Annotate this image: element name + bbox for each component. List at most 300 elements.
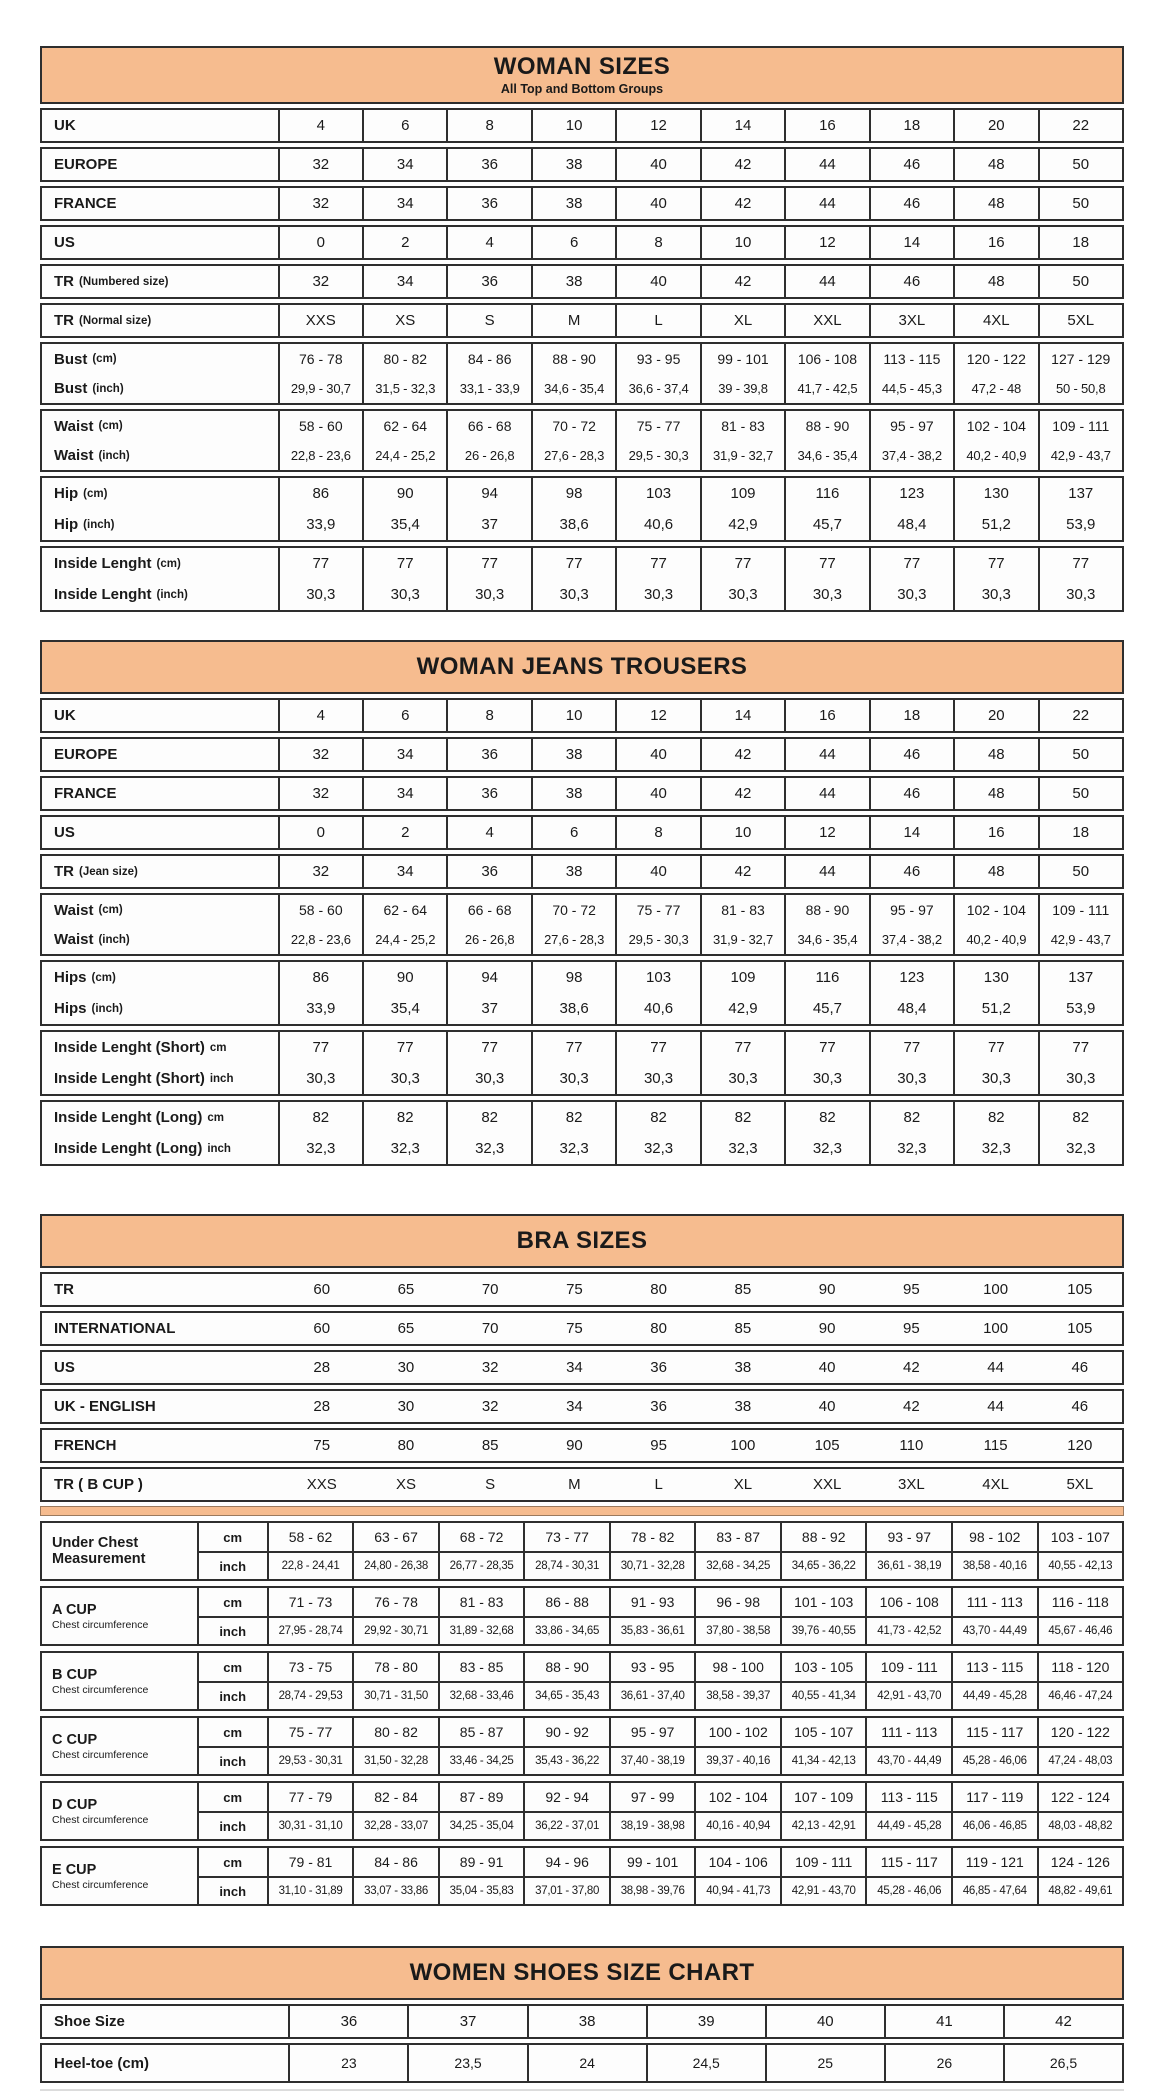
size-cell: 32 bbox=[280, 739, 364, 770]
row-label-text: Heel-toe (cm) bbox=[54, 2054, 150, 2072]
size-cell: 120 bbox=[1067, 1437, 1093, 1454]
size-cell: 50 bbox=[1072, 273, 1090, 290]
size-cell: 40 bbox=[767, 2006, 886, 2037]
size-cell: 44,5 - 45,3 bbox=[871, 374, 955, 403]
table-row bbox=[42, 2045, 1122, 2081]
size-cell: 115 bbox=[983, 1437, 1008, 1454]
size-cell: 51,2 bbox=[955, 509, 1039, 540]
table-block bbox=[40, 1428, 1124, 1463]
row-label bbox=[42, 2045, 290, 2081]
size-cell: 36,22 - 37,01 bbox=[525, 1813, 611, 1839]
table-row bbox=[199, 1616, 1122, 1644]
table-row bbox=[199, 1718, 1122, 1746]
size-cell: 0 bbox=[280, 817, 364, 848]
size-cell: 22,8 - 24,41 bbox=[269, 1553, 355, 1579]
row-label-text: Inside Lenght (Short) bbox=[54, 1039, 205, 1056]
size-cell: 46 bbox=[1071, 1359, 1089, 1376]
size-cell: 62 - 64 bbox=[364, 411, 448, 441]
size-cell: 32,3 bbox=[617, 1133, 701, 1164]
size-cell: 32,3 bbox=[448, 1133, 532, 1164]
table-block bbox=[40, 1272, 1124, 1307]
row-label-text: FRANCE bbox=[54, 195, 117, 212]
table-row bbox=[42, 344, 1122, 374]
size-cell: 42,91 - 43,70 bbox=[782, 1878, 868, 1904]
size-cell: 82 bbox=[617, 1102, 701, 1133]
size-cell: 58 - 60 bbox=[280, 895, 364, 925]
size-cell: 86 bbox=[280, 962, 364, 993]
size-cell: 65 bbox=[397, 1320, 415, 1337]
size-cell: 37,4 - 38,2 bbox=[871, 925, 955, 954]
size-cell: 32 bbox=[280, 188, 364, 219]
size-cell: 26 - 26,8 bbox=[448, 441, 532, 470]
table-block bbox=[40, 698, 1124, 733]
table-header bbox=[40, 1946, 1124, 2000]
row-label bbox=[42, 478, 280, 509]
size-cell: L bbox=[654, 1476, 663, 1493]
size-cell: 36 bbox=[448, 149, 532, 180]
size-cell: 77 bbox=[617, 548, 701, 579]
size-cell: 0 bbox=[280, 227, 364, 258]
table-row bbox=[199, 1681, 1122, 1709]
row-label-note: (inch) bbox=[91, 1002, 123, 1015]
size-cell: 36,6 - 37,4 bbox=[617, 374, 701, 403]
size-cell: 60 bbox=[313, 1320, 331, 1337]
size-cell: 58 - 60 bbox=[280, 411, 364, 441]
size-cell: 30,3 bbox=[702, 1063, 786, 1094]
size-cell: 30,3 bbox=[533, 1063, 617, 1094]
size-cell: 65 bbox=[397, 1281, 415, 1298]
table-block bbox=[40, 893, 1124, 956]
size-cell: 30,3 bbox=[871, 1063, 955, 1094]
row-label-note: cm bbox=[207, 1111, 224, 1124]
size-cell: S bbox=[448, 305, 532, 336]
table-row bbox=[42, 188, 1122, 219]
size-cell: XXS bbox=[306, 1476, 337, 1493]
size-cell: 32,3 bbox=[280, 1133, 364, 1164]
size-cell: 95 - 97 bbox=[871, 895, 955, 925]
size-cell: 38 bbox=[533, 149, 617, 180]
size-cell: 53,9 bbox=[1066, 516, 1096, 533]
size-cell: 119 - 121 bbox=[953, 1848, 1039, 1876]
size-cell: 85 bbox=[734, 1320, 752, 1337]
size-cell: 90 bbox=[818, 1320, 836, 1337]
row-label bbox=[42, 509, 280, 540]
size-cell: 82 bbox=[871, 1102, 955, 1133]
size-cell: 35,4 bbox=[364, 509, 448, 540]
size-cell: 24,5 bbox=[648, 2045, 767, 2081]
size-cell: 87 - 89 bbox=[440, 1783, 526, 1811]
size-cell: 14 bbox=[871, 227, 955, 258]
size-cell: 34 bbox=[364, 778, 448, 809]
size-cell: 12 bbox=[617, 700, 701, 731]
row-label bbox=[42, 374, 280, 403]
table-block bbox=[40, 815, 1124, 850]
table-row bbox=[42, 1274, 1122, 1305]
size-cell: 51,2 bbox=[955, 993, 1039, 1024]
size-cell: 47,24 - 48,03 bbox=[1048, 1755, 1113, 1767]
size-cell: 48,4 bbox=[871, 993, 955, 1024]
size-cell: 50 bbox=[1072, 863, 1090, 880]
row-label-note: (cm) bbox=[156, 557, 181, 570]
size-cell: 22 bbox=[1072, 707, 1090, 724]
size-cell: 38 bbox=[734, 1359, 752, 1376]
table-row bbox=[42, 1032, 1122, 1063]
bra-sizes-table bbox=[40, 1214, 1124, 1906]
size-cell: 32,28 - 33,07 bbox=[354, 1813, 440, 1839]
women-shoes-table bbox=[40, 1946, 1124, 2083]
size-cell: 38 bbox=[533, 856, 617, 887]
row-label-text: Inside Lenght (Long) bbox=[54, 1140, 203, 1157]
size-cell: 38,6 bbox=[533, 509, 617, 540]
size-cell: 118 - 120 bbox=[1051, 1659, 1110, 1675]
size-cell: 115 - 117 bbox=[953, 1718, 1039, 1746]
cup-rows bbox=[199, 1848, 1122, 1904]
table-row bbox=[199, 1876, 1122, 1904]
size-cell: 77 bbox=[702, 548, 786, 579]
unit-label: inch bbox=[199, 1878, 269, 1904]
size-cell: 73 - 75 bbox=[269, 1653, 355, 1681]
size-cell: 85 bbox=[734, 1281, 752, 1298]
unit-label: cm bbox=[199, 1783, 269, 1811]
size-cell: 78 - 82 bbox=[611, 1523, 697, 1551]
size-cell: 124 - 126 bbox=[1050, 1854, 1110, 1870]
size-cell: 40 bbox=[617, 266, 701, 297]
table-row bbox=[42, 925, 1122, 954]
unit-label: cm bbox=[199, 1848, 269, 1876]
size-cell: 42 bbox=[702, 188, 786, 219]
size-cell: 99 - 101 bbox=[611, 1848, 697, 1876]
size-cell: 75 bbox=[566, 1281, 583, 1298]
table-row bbox=[42, 579, 1122, 610]
size-cell: 28 bbox=[313, 1398, 331, 1415]
size-cell: 75 - 77 bbox=[617, 895, 701, 925]
table-title: BRA SIZES bbox=[516, 1227, 648, 1254]
size-cell: 127 - 129 bbox=[1051, 351, 1111, 367]
size-cell: 75 - 77 bbox=[617, 411, 701, 441]
size-cell: 24,80 - 26,38 bbox=[354, 1553, 440, 1579]
cup-block bbox=[40, 1716, 1124, 1776]
table-row bbox=[42, 509, 1122, 540]
size-cell: 30,3 bbox=[1066, 586, 1096, 603]
row-label bbox=[42, 548, 280, 579]
row-label bbox=[42, 188, 280, 219]
size-cell: 77 bbox=[617, 1032, 701, 1063]
size-cell: 16 bbox=[786, 700, 870, 731]
size-cell: 30,3 bbox=[871, 579, 955, 610]
size-cell: 77 bbox=[280, 548, 364, 579]
unit-label: inch bbox=[199, 1683, 269, 1709]
size-cell: 32 bbox=[481, 1359, 499, 1376]
size-cell: 31,9 - 32,7 bbox=[702, 925, 786, 954]
size-cell: 33,86 - 34,65 bbox=[525, 1618, 611, 1644]
size-cell: 46 bbox=[871, 856, 955, 887]
size-cell: 78 - 80 bbox=[354, 1653, 440, 1681]
size-cell: 34,25 - 35,04 bbox=[440, 1813, 526, 1839]
size-cell: 37,40 - 38,19 bbox=[611, 1748, 697, 1774]
size-cell: 42,9 - 43,7 bbox=[1050, 448, 1111, 463]
table-block bbox=[40, 854, 1124, 889]
size-cell: 30,3 bbox=[955, 1063, 1039, 1094]
size-cell: 50 - 50,8 bbox=[1055, 381, 1106, 396]
cup-rows bbox=[199, 1653, 1122, 1709]
table-block bbox=[40, 303, 1124, 338]
table-row bbox=[42, 110, 1122, 141]
row-label-note: (cm) bbox=[92, 353, 117, 365]
size-cell: 104 - 106 bbox=[696, 1848, 782, 1876]
row-label-text: Hips bbox=[54, 1000, 87, 1017]
size-cell: 82 bbox=[364, 1102, 448, 1133]
size-cell: 80 - 82 bbox=[364, 344, 448, 374]
table-row bbox=[42, 411, 1122, 441]
table-row bbox=[42, 856, 1122, 887]
table-header bbox=[40, 46, 1124, 104]
table-row bbox=[42, 548, 1122, 579]
table-row bbox=[42, 1430, 1122, 1461]
row-label-text: Bust bbox=[54, 380, 88, 397]
size-cell: 40,2 - 40,9 bbox=[955, 925, 1039, 954]
size-cell: 111 - 113 bbox=[867, 1718, 953, 1746]
size-cell: 88 - 90 bbox=[786, 411, 870, 441]
size-cell: 39 bbox=[648, 2006, 767, 2037]
size-cell: 109 bbox=[702, 962, 786, 993]
size-cell: 103 - 105 bbox=[782, 1653, 868, 1681]
table-row bbox=[42, 778, 1122, 809]
size-cell: 130 bbox=[955, 962, 1039, 993]
size-cell: 102 - 104 bbox=[955, 895, 1039, 925]
size-cell: 5XL bbox=[1066, 1476, 1094, 1493]
row-label bbox=[42, 739, 280, 770]
size-cell: 40,16 - 40,94 bbox=[696, 1813, 782, 1839]
size-cell: 18 bbox=[1072, 824, 1090, 841]
size-cell: 77 bbox=[955, 1032, 1039, 1063]
row-label-text: TR bbox=[54, 863, 74, 880]
table-header bbox=[40, 1214, 1124, 1268]
table-row bbox=[199, 1783, 1122, 1811]
size-cell: 30,71 - 32,28 bbox=[611, 1553, 697, 1579]
size-cell: 37,4 - 38,2 bbox=[871, 441, 955, 470]
size-cell: 105 bbox=[1067, 1320, 1093, 1337]
cup-label bbox=[42, 1783, 199, 1839]
table-block bbox=[40, 264, 1124, 299]
table-block bbox=[40, 225, 1124, 260]
size-cell: 8 bbox=[617, 817, 701, 848]
table-row bbox=[42, 441, 1122, 470]
size-cell: 32,3 bbox=[702, 1133, 786, 1164]
size-cell: 77 bbox=[1072, 1039, 1090, 1056]
size-cell: 42 bbox=[702, 778, 786, 809]
size-cell: 44,49 - 45,28 bbox=[953, 1683, 1039, 1709]
cup-label-text: C CUP bbox=[52, 1731, 98, 1748]
size-cell: 48,03 - 48,82 bbox=[1048, 1820, 1113, 1832]
row-label bbox=[42, 149, 280, 180]
cup-label bbox=[42, 1848, 199, 1904]
table-row bbox=[42, 227, 1122, 258]
cup-block bbox=[40, 1781, 1124, 1841]
size-cell: 50 bbox=[1072, 156, 1090, 173]
size-cell: 123 bbox=[871, 962, 955, 993]
size-cell: 26,77 - 28,35 bbox=[440, 1553, 526, 1579]
size-cell: 137 bbox=[1068, 969, 1094, 986]
row-label-text: UK - ENGLISH bbox=[54, 1398, 156, 1415]
table-row bbox=[42, 1102, 1122, 1133]
size-cell: 43,70 - 44,49 bbox=[867, 1748, 953, 1774]
size-cell: 27,6 - 28,3 bbox=[533, 441, 617, 470]
size-cell: 82 - 84 bbox=[354, 1783, 440, 1811]
size-cell: 29,53 - 30,31 bbox=[269, 1748, 355, 1774]
size-cell: 77 bbox=[786, 1032, 870, 1063]
size-cell: 48 bbox=[955, 188, 1039, 219]
size-cell: 103 - 107 bbox=[1050, 1529, 1110, 1545]
table-block bbox=[40, 1030, 1124, 1096]
woman-sizes-table bbox=[40, 46, 1124, 612]
size-cell: 76 - 78 bbox=[354, 1588, 440, 1616]
size-cell: 30,3 bbox=[702, 579, 786, 610]
size-cell: 68 - 72 bbox=[440, 1523, 526, 1551]
size-cell: 95 - 97 bbox=[871, 411, 955, 441]
size-cell: 38,6 bbox=[533, 993, 617, 1024]
size-cell: 130 bbox=[955, 478, 1039, 509]
cup-label bbox=[42, 1588, 199, 1644]
row-label bbox=[42, 411, 280, 441]
size-cell: XXL bbox=[812, 1476, 842, 1493]
table-row bbox=[42, 149, 1122, 180]
size-cell: 34 bbox=[364, 149, 448, 180]
size-cell: 40 bbox=[617, 188, 701, 219]
size-cell: 30,3 bbox=[1066, 1070, 1096, 1087]
size-cell: 42 bbox=[702, 856, 786, 887]
row-label-text: TR bbox=[54, 1281, 74, 1298]
size-cell: 89 - 91 bbox=[440, 1848, 526, 1876]
size-cell: 31,5 - 32,3 bbox=[364, 374, 448, 403]
size-cell: 3XL bbox=[898, 1476, 925, 1493]
size-cell: 18 bbox=[1072, 234, 1090, 251]
row-label-text: Inside Lenght (Long) bbox=[54, 1109, 203, 1126]
row-label-note: inch bbox=[207, 1142, 231, 1155]
row-label-text: Hips bbox=[54, 969, 87, 986]
row-label-text: EUROPE bbox=[54, 156, 118, 173]
size-cell: 80 bbox=[397, 1437, 415, 1454]
size-cell: 66 - 68 bbox=[448, 411, 532, 441]
table-row bbox=[42, 1391, 1122, 1422]
size-cell: 34 bbox=[566, 1398, 583, 1415]
size-cell: 20 bbox=[955, 110, 1039, 141]
size-cell: 38 bbox=[529, 2006, 648, 2037]
size-cell: 71 - 73 bbox=[269, 1588, 355, 1616]
table-row bbox=[42, 700, 1122, 731]
row-label-note: (cm) bbox=[91, 971, 116, 984]
size-cell: S bbox=[485, 1476, 496, 1493]
row-label-note: (inch) bbox=[98, 449, 130, 462]
size-cell: 86 - 88 bbox=[525, 1588, 611, 1616]
size-cell: 35,43 - 36,22 bbox=[525, 1748, 611, 1774]
size-cell: 46 bbox=[871, 188, 955, 219]
size-cell: 100 - 102 bbox=[696, 1718, 782, 1746]
size-cell: 46,06 - 46,85 bbox=[953, 1813, 1039, 1839]
size-cell: 39 - 39,8 bbox=[702, 374, 786, 403]
cup-label bbox=[42, 1718, 199, 1774]
size-cell: 29,5 - 30,3 bbox=[617, 441, 701, 470]
size-cell: 84 - 86 bbox=[448, 344, 532, 374]
table-row bbox=[42, 1313, 1122, 1344]
size-cell: 37 bbox=[409, 2006, 528, 2037]
cup-block bbox=[40, 1521, 1124, 1581]
size-cell: 12 bbox=[786, 817, 870, 848]
table-row bbox=[199, 1523, 1122, 1551]
size-cell: 36 bbox=[448, 856, 532, 887]
size-cell: 30,3 bbox=[280, 1063, 364, 1094]
row-label-note: (cm) bbox=[98, 420, 123, 432]
size-cell: 6 bbox=[364, 110, 448, 141]
table-block bbox=[40, 1100, 1124, 1166]
row-label-text: TR bbox=[54, 273, 74, 290]
size-cell: 45,7 bbox=[786, 509, 870, 540]
size-cell: 32,3 bbox=[955, 1133, 1039, 1164]
row-label bbox=[42, 817, 280, 848]
size-cell: 46 bbox=[1071, 1398, 1089, 1415]
row-label-text: Shoe Size bbox=[54, 2013, 125, 2030]
size-cell: 27,95 - 28,74 bbox=[269, 1618, 355, 1644]
size-cell: 34,65 - 36,22 bbox=[782, 1553, 868, 1579]
row-label bbox=[42, 856, 280, 887]
size-cell: 39,76 - 40,55 bbox=[782, 1618, 868, 1644]
size-cell: 46 bbox=[871, 778, 955, 809]
size-cell: 48 bbox=[955, 266, 1039, 297]
table-row bbox=[42, 1063, 1122, 1094]
cup-rows bbox=[199, 1718, 1122, 1774]
size-cell: 42 bbox=[702, 739, 786, 770]
table-block bbox=[40, 342, 1124, 405]
size-cell: 94 bbox=[448, 478, 532, 509]
size-cell: 48 bbox=[955, 856, 1039, 887]
row-label bbox=[42, 441, 280, 470]
size-cell: 91 - 93 bbox=[611, 1588, 697, 1616]
size-cell: 36 bbox=[448, 739, 532, 770]
size-cell: 25 bbox=[767, 2045, 886, 2081]
cup-label bbox=[42, 1523, 199, 1579]
size-cell: 109 - 111 bbox=[782, 1848, 868, 1876]
table-block bbox=[40, 1389, 1124, 1424]
size-cell: 38 bbox=[533, 739, 617, 770]
size-cell: 30,71 - 31,50 bbox=[354, 1683, 440, 1709]
size-cell: 40,55 - 41,34 bbox=[782, 1683, 868, 1709]
row-label-note: (inch) bbox=[98, 933, 130, 946]
size-cell: 16 bbox=[955, 817, 1039, 848]
size-cell: 75 bbox=[566, 1320, 583, 1337]
size-cell: 63 - 67 bbox=[354, 1523, 440, 1551]
row-label-text: UK bbox=[54, 707, 76, 724]
row-label-text: Waist bbox=[54, 931, 94, 948]
size-cell: 32 bbox=[280, 778, 364, 809]
size-cell: 44 bbox=[786, 856, 870, 887]
size-cell: 62 - 64 bbox=[364, 895, 448, 925]
size-cell: 98 bbox=[533, 478, 617, 509]
size-cell: 42,9 bbox=[702, 993, 786, 1024]
size-cell: 41,73 - 42,52 bbox=[867, 1618, 953, 1644]
size-cell: 14 bbox=[871, 817, 955, 848]
size-cell: 30,3 bbox=[533, 579, 617, 610]
size-cell: 82 bbox=[702, 1102, 786, 1133]
size-cell: 28,74 - 29,53 bbox=[269, 1683, 355, 1709]
size-cell: 58 - 62 bbox=[269, 1523, 355, 1551]
size-cell: 22,8 - 23,6 bbox=[280, 441, 364, 470]
size-cell: 28,74 - 30,31 bbox=[525, 1553, 611, 1579]
row-label bbox=[42, 993, 280, 1024]
size-cell: 137 bbox=[1068, 485, 1094, 502]
size-cell: 53,9 bbox=[1066, 1000, 1096, 1017]
size-cell: 70 - 72 bbox=[533, 895, 617, 925]
size-cell: 111 - 113 bbox=[953, 1588, 1039, 1616]
size-cell: 116 bbox=[786, 478, 870, 509]
